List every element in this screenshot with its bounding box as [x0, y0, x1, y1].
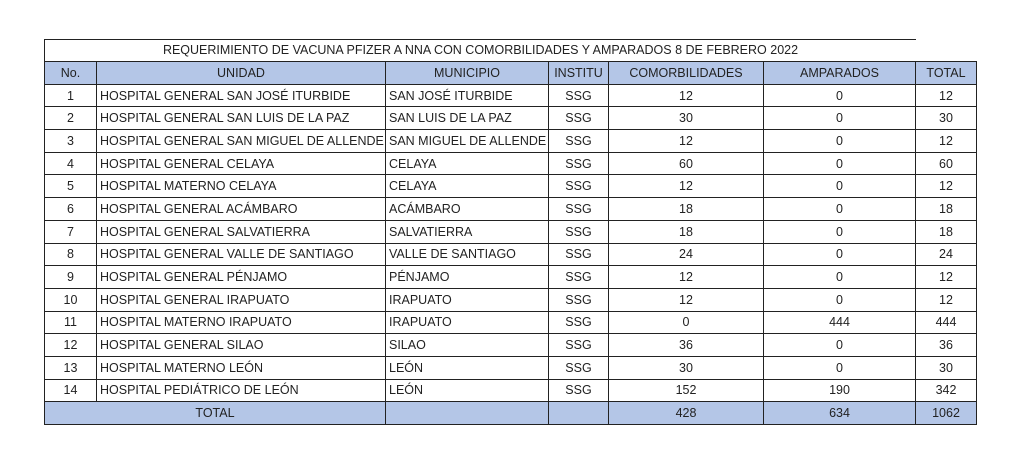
cell-total[interactable]: 12	[916, 130, 977, 153]
cell-municipio[interactable]: LEÓN	[386, 379, 549, 402]
header-institu[interactable]: INSTITU	[549, 62, 609, 85]
cell-unidad[interactable]: HOSPITAL GENERAL VALLE DE SANTIAGO	[97, 243, 386, 266]
cell-institu[interactable]: SSG	[549, 84, 609, 107]
cell-no[interactable]: 13	[45, 356, 97, 379]
cell-amparados[interactable]: 0	[764, 198, 916, 221]
cell-amparados[interactable]: 0	[764, 266, 916, 289]
cell-total[interactable]: 12	[916, 84, 977, 107]
table-title: REQUERIMIENTO DE VACUNA PFIZER A NNA CON COMORBILIDADES Y AMPARADOS 8 DE FEBRERO 2022	[44, 39, 916, 61]
cell-municipio[interactable]: LEÓN	[386, 356, 549, 379]
table-row	[45, 356, 977, 379]
cell-amparados[interactable]: 444	[764, 311, 916, 334]
cell-total[interactable]: 36	[916, 334, 977, 357]
cell-total[interactable]: 444	[916, 311, 977, 334]
cell-institu[interactable]: SSG	[549, 356, 609, 379]
cell-unidad[interactable]: HOSPITAL MATERNO LEÓN	[97, 356, 386, 379]
cell-institu[interactable]: SSG	[549, 243, 609, 266]
cell-municipio[interactable]: CELAYA	[386, 175, 549, 198]
cell-municipio[interactable]: ACÁMBARO	[386, 198, 549, 221]
cell-institu[interactable]: SSG	[549, 130, 609, 153]
table-row	[45, 379, 977, 402]
totals-institu-cell[interactable]	[549, 402, 609, 425]
cell-institu[interactable]: SSG	[549, 152, 609, 175]
cell-unidad[interactable]: HOSPITAL PEDIÁTRICO DE LEÓN	[97, 379, 386, 402]
cell-comorbilidades[interactable]: 12	[609, 84, 764, 107]
cell-total[interactable]: 24	[916, 243, 977, 266]
table-row	[45, 334, 977, 357]
cell-total[interactable]: 60	[916, 152, 977, 175]
cell-no[interactable]: 8	[45, 243, 97, 266]
header-municipio[interactable]: MUNICIPIO	[386, 62, 549, 85]
cell-municipio[interactable]: SAN JOSÉ ITURBIDE	[386, 84, 549, 107]
cell-no[interactable]: 5	[45, 175, 97, 198]
cell-amparados[interactable]: 0	[764, 84, 916, 107]
cell-unidad[interactable]: HOSPITAL GENERAL SAN MIGUEL DE ALLENDE	[97, 130, 386, 153]
header-no[interactable]: No.	[45, 62, 97, 85]
cell-comorbilidades[interactable]: 36	[609, 334, 764, 357]
cell-comorbilidades[interactable]: 12	[609, 130, 764, 153]
cell-total[interactable]: 18	[916, 220, 977, 243]
cell-unidad[interactable]: HOSPITAL MATERNO CELAYA	[97, 175, 386, 198]
table-row	[45, 198, 977, 221]
vaccine-requirement-table	[44, 61, 977, 425]
header-total[interactable]: TOTAL	[916, 62, 977, 85]
cell-municipio[interactable]: IRAPUATO	[386, 311, 549, 334]
totals-total[interactable]: 1062	[916, 402, 977, 425]
cell-comorbilidades[interactable]: 60	[609, 152, 764, 175]
table-row	[45, 175, 977, 198]
cell-no[interactable]: 11	[45, 311, 97, 334]
cell-municipio[interactable]: CELAYA	[386, 152, 549, 175]
cell-municipio[interactable]: SAN MIGUEL DE ALLENDE	[386, 130, 549, 153]
table-row	[45, 220, 977, 243]
cell-no[interactable]: 2	[45, 107, 97, 130]
cell-no[interactable]: 3	[45, 130, 97, 153]
cell-unidad[interactable]: HOSPITAL GENERAL SALVATIERRA	[97, 220, 386, 243]
cell-comorbilidades[interactable]: 152	[609, 379, 764, 402]
table-row	[45, 107, 977, 130]
cell-total[interactable]: 12	[916, 175, 977, 198]
cell-comorbilidades[interactable]: 30	[609, 107, 764, 130]
totals-amparados[interactable]: 634	[764, 402, 916, 425]
header-amparados[interactable]: AMPARADOS	[764, 62, 916, 85]
cell-amparados[interactable]: 0	[764, 152, 916, 175]
cell-comorbilidades[interactable]: 12	[609, 175, 764, 198]
totals-municipio-cell[interactable]	[386, 402, 549, 425]
table-row	[45, 288, 977, 311]
cell-total[interactable]: 342	[916, 379, 977, 402]
cell-institu[interactable]: SSG	[549, 266, 609, 289]
cell-amparados[interactable]: 0	[764, 288, 916, 311]
cell-municipio[interactable]: VALLE DE SANTIAGO	[386, 243, 549, 266]
totals-label[interactable]: TOTAL	[45, 402, 386, 425]
cell-unidad[interactable]: HOSPITAL GENERAL SAN JOSÉ ITURBIDE	[97, 84, 386, 107]
table-row	[45, 84, 977, 107]
spreadsheet	[44, 39, 977, 425]
cell-institu[interactable]: SSG	[549, 288, 609, 311]
cell-unidad[interactable]: HOSPITAL GENERAL ACÁMBARO	[97, 198, 386, 221]
cell-institu[interactable]: SSG	[549, 107, 609, 130]
cell-comorbilidades[interactable]: 0	[609, 311, 764, 334]
cell-institu[interactable]: SSG	[549, 198, 609, 221]
header-comorbilidades[interactable]: COMORBILIDADES	[609, 62, 764, 85]
table-row	[45, 152, 977, 175]
cell-total[interactable]: 12	[916, 266, 977, 289]
header-row	[45, 62, 977, 85]
cell-comorbilidades[interactable]: 12	[609, 288, 764, 311]
cell-unidad[interactable]: HOSPITAL GENERAL SILAO	[97, 334, 386, 357]
cell-comorbilidades[interactable]: 12	[609, 266, 764, 289]
cell-municipio[interactable]: PÉNJAMO	[386, 266, 549, 289]
cell-unidad[interactable]: HOSPITAL GENERAL IRAPUATO	[97, 288, 386, 311]
cell-total[interactable]: 30	[916, 356, 977, 379]
cell-institu[interactable]: SSG	[549, 220, 609, 243]
cell-amparados[interactable]: 0	[764, 356, 916, 379]
cell-total[interactable]: 12	[916, 288, 977, 311]
cell-institu[interactable]: SSG	[549, 311, 609, 334]
table-row	[45, 266, 977, 289]
cell-amparados[interactable]: 0	[764, 107, 916, 130]
totals-row	[45, 402, 977, 425]
cell-comorbilidades[interactable]: 30	[609, 356, 764, 379]
table-row	[45, 243, 977, 266]
cell-amparados[interactable]: 0	[764, 243, 916, 266]
cell-no[interactable]: 14	[45, 379, 97, 402]
table-row	[45, 311, 977, 334]
cell-no[interactable]: 12	[45, 334, 97, 357]
cell-amparados[interactable]: 0	[764, 130, 916, 153]
cell-no[interactable]: 6	[45, 198, 97, 221]
cell-comorbilidades[interactable]: 18	[609, 198, 764, 221]
cell-unidad[interactable]: HOSPITAL GENERAL CELAYA	[97, 152, 386, 175]
cell-amparados[interactable]: 0	[764, 175, 916, 198]
cell-municipio[interactable]: IRAPUATO	[386, 288, 549, 311]
cell-no[interactable]: 4	[45, 152, 97, 175]
cell-comorbilidades[interactable]: 24	[609, 243, 764, 266]
cell-institu[interactable]: SSG	[549, 334, 609, 357]
cell-no[interactable]: 1	[45, 84, 97, 107]
cell-institu[interactable]: SSG	[549, 379, 609, 402]
cell-unidad[interactable]: HOSPITAL MATERNO IRAPUATO	[97, 311, 386, 334]
cell-municipio[interactable]: SALVATIERRA	[386, 220, 549, 243]
cell-amparados[interactable]: 190	[764, 379, 916, 402]
cell-municipio[interactable]: SILAO	[386, 334, 549, 357]
cell-institu[interactable]: SSG	[549, 175, 609, 198]
cell-comorbilidades[interactable]: 18	[609, 220, 764, 243]
cell-no[interactable]: 7	[45, 220, 97, 243]
table-row	[45, 130, 977, 153]
cell-unidad[interactable]: HOSPITAL GENERAL PÉNJAMO	[97, 266, 386, 289]
cell-municipio[interactable]: SAN LUIS DE LA PAZ	[386, 107, 549, 130]
cell-total[interactable]: 30	[916, 107, 977, 130]
cell-no[interactable]: 10	[45, 288, 97, 311]
cell-amparados[interactable]: 0	[764, 334, 916, 357]
header-unidad[interactable]: UNIDAD	[97, 62, 386, 85]
totals-comorbilidades[interactable]: 428	[609, 402, 764, 425]
cell-total[interactable]: 18	[916, 198, 977, 221]
cell-amparados[interactable]: 0	[764, 220, 916, 243]
cell-no[interactable]: 9	[45, 266, 97, 289]
cell-unidad[interactable]: HOSPITAL GENERAL SAN LUIS DE LA PAZ	[97, 107, 386, 130]
